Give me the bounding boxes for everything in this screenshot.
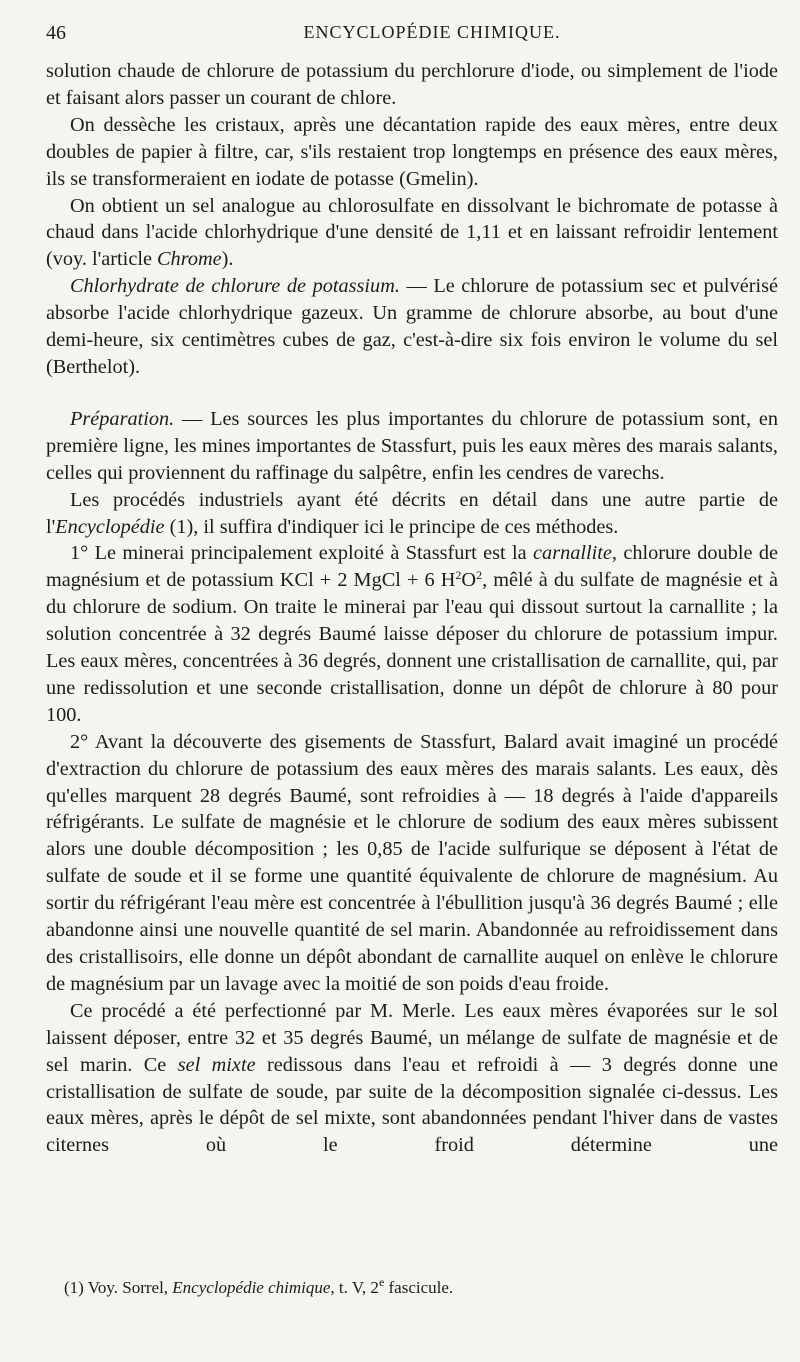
paragraph-4-text: — Le chlorure de potassium sec et pulvérisé absorbe l'acide chlorhydrique gazeux. Un gramme de chlorure absorbe, au bout d'une demi-heure, six centimètres cubes de gaz, c'est-à-dire six fois environ le volume du sel (Berthelot). — [46, 275, 778, 378]
paragraph-5-text: — Les sources les plus importantes du chlorure de potassium sont, en première ligne, les mines importantes de Stassfurt, puis les eaux mères des marais salants, celles qui proviennent du raffinage du salpêtre, enfin les cendres de varechs. — [46, 407, 778, 484]
page-number: 46 — [46, 22, 66, 44]
paragraph-3 — [46, 193, 778, 274]
formula-oxygen: O — [461, 569, 477, 592]
footnote-text: (1) Voy. Sorrel, — [64, 1278, 173, 1297]
footnote-volume: , t. V, 2 — [330, 1278, 379, 1297]
chrome-article-ref: Chrome — [157, 248, 222, 271]
paragraph-3-end: ). — [221, 248, 234, 271]
footnote-superscript: e — [378, 1275, 385, 1289]
paragraph-8 — [46, 729, 778, 998]
paragraph-9 — [46, 998, 778, 1159]
page-header — [46, 18, 778, 50]
paragraph-7-text: 1° Le minerai principalement exploité à Stassfurt est la — [70, 542, 534, 565]
paragraph-9-text: Ce procédé a été perfectionné par M. Merle. Les eaux mères évaporées sur le sol laissent déposer, entre 32 et 35 degrés Baumé, un mélange de sulfate de magnésie et de sel marin. Ce — [46, 999, 778, 1076]
paragraph-5 — [46, 406, 778, 487]
footnote — [46, 1275, 454, 1298]
paragraph-8-text: 2° Avant la découverte des gisements de Stassfurt, Balard avait imaginé un procédé d'extraction du chlorure de potassium des eaux mères des marais salants. Les eaux, dès qu'elles marquent 28 degrés Baumé, sont refroidies à — 18 degrés à l'aide d'appareils réfrigérants. Le sulfate de magnésie et le chlorure de sodium des eaux mères subissent alors une double décomposition ; les 0,85 de l'acide sulfurique se déposent à l'état de sulfate de soude et il se forme une quantité équivalente de chlorure de magnésium. Au sortir du réfrigérant l'eau mère est concentrée à l'ébullition jusqu'à 36 degrés Baumé ; elle abandonne ainsi une nouvelle quantité de sel marin. Abandonnée au refroidissement dans des cristallisoirs, elle donne un dépôt abondant de carnallite auquel on enlève le chlorure de magnésium par un lavage avec la moitié de son poids d'eau froide. — [46, 730, 778, 995]
paragraph-6 — [46, 487, 778, 541]
paragraph-4 — [46, 273, 778, 381]
paragraph-6-text: Les procédés industriels ayant été décrits en détail dans une autre partie de l' — [46, 488, 778, 538]
paragraph-6-end: (1), il suffira d'indiquer ici le principe de ces méthodes. — [164, 515, 619, 538]
sel-mixte-term: sel mixte — [177, 1053, 256, 1076]
paragraph-1-text: solution chaude de chlorure de potassium du perchlorure d'iode, ou simplement de l'iode et faisant alors passer un courant de chlore. — [46, 60, 778, 109]
paragraph-9-end: redissous dans l'eau et refroidi à — 3 degrés donne une cristallisation de sulfate de soude, par suite de la décomposition signalée ci-dessus. Les eaux mères, après le dépôt de sel mixte, sont abandonnées pendant l'hiver dans de vastes citernes où le froid détermine une — [46, 1053, 778, 1157]
section-heading-preparation: Préparation. — [70, 407, 175, 430]
paragraph-2-text: On dessèche les cristaux, après une décantation rapide des eaux mères, entre deux doubles de papier à filtre, car, s'ils restaient trop longtemps en présence des eaux mères, ils se transformeraient en iodate de potasse (Gmelin). — [46, 113, 778, 190]
section-heading-chlorhydrate: Chlorhydrate de chlorure de potassium. — [70, 275, 400, 298]
footnote-title: Encyclopédie chimique — [172, 1278, 331, 1297]
encyclopedie-ref: Encyclopédie — [55, 515, 165, 538]
body-text — [46, 58, 778, 1159]
formula-part: , chlorure double de magnésium et de potassium KCl + 2 MgCl + 6 H — [46, 542, 778, 592]
paragraph-7-end: , mêlé à du sulfate de magnésie et à du chlorure de sodium. On traite le minerai par l'eau qui dissout surtout la carnallite ; la solution concentrée à 32 degrés Baumé laisse déposer du chlorure de potassium impur. Les eaux mères, concentrées à 36 degrés, donnent une cristallisation de carnallite, qui, par une redissolution et une seconde cristallisation, donne un dépôt de chlorure à 80 pour 100. — [46, 569, 778, 726]
running-title: ENCYCLOPÉDIE CHIMIQUE. — [303, 22, 561, 42]
formula-superscript: 2 — [476, 568, 483, 583]
paragraph-2 — [46, 112, 778, 193]
formula-superscript: 2 — [455, 568, 462, 583]
paragraph-1 — [46, 58, 778, 112]
carnallite-term: carnallite — [533, 542, 612, 565]
footnote-end: fascicule. — [384, 1278, 454, 1297]
paragraph-3-text: On obtient un sel analogue au chlorosulfate en dissolvant le bichromate de potasse à chaud dans l'acide chlorhydrique d'une densité de 1,11 et en laissant refroidir lentement (voy. l'article — [46, 194, 778, 271]
paragraph-7 — [46, 540, 778, 728]
